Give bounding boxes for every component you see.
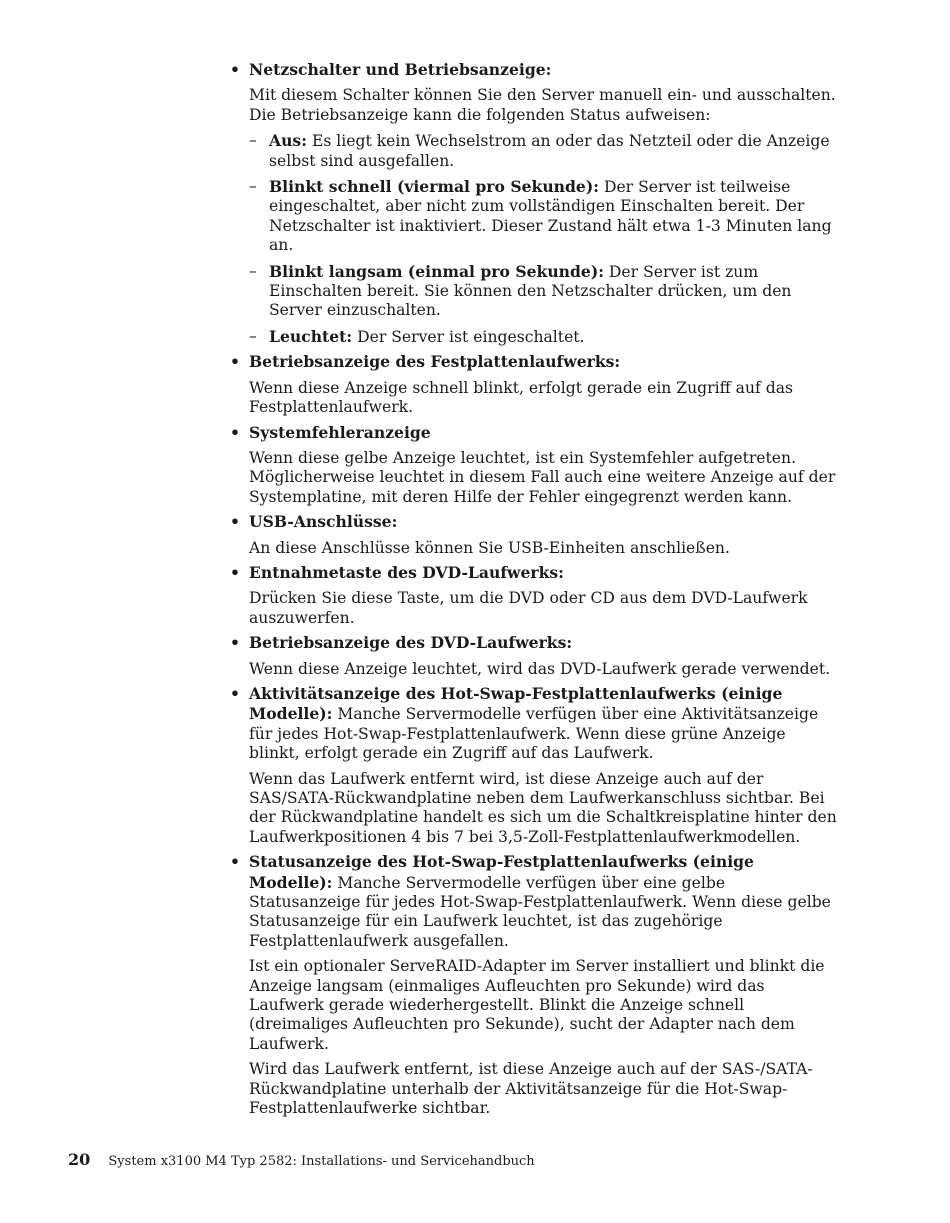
item-heading: Netzschalter und Betriebsanzeige: — [249, 60, 552, 79]
list-item — [230, 512, 840, 558]
item-inline-text: Manche Servermodelle verfügen über eine Aktivitätsanzeige für jedes Hot-Swap-Festplattenlaufwerk. Wenn diese grüne Anzeige blinkt, erfolgt gerade ein Zugriff auf das Laufwerk. — [249, 705, 819, 763]
paragraph: Wenn diese Anzeige schnell blinkt, erfolgt gerade ein Zugriff auf das Festplattenlaufwerk. — [249, 378, 793, 417]
document-body — [230, 60, 840, 1124]
bullet: • — [230, 512, 240, 532]
dash: – — [249, 261, 257, 280]
page-number: 20 — [68, 1150, 91, 1169]
item-heading: Entnahmetaste des DVD-Laufwerks: — [249, 562, 564, 582]
paragraph: An diese Anschlüsse können Sie USB-Einheiten anschließen. — [249, 538, 730, 557]
item-heading: Betriebsanzeige des DVD-Laufwerks: — [249, 633, 573, 653]
sub-item-heading: Blinkt schnell (viermal pro Sekunde): — [269, 177, 599, 197]
paragraph: Mit diesem Schalter können Sie den Server manuell ein- und ausschalten. Die Betriebsanzeige kann die folgenden Status aufweisen: — [249, 86, 836, 124]
item-heading: Aktivitätsanzeige des Hot-Swap-Festplattenlaufwerks (einige Modelle): — [249, 683, 783, 724]
item-heading: USB-Anschlüsse: — [249, 512, 398, 532]
item-heading: Statusanzeige des Hot-Swap-Festplattenlaufwerks (einige Modelle): — [249, 852, 754, 892]
paragraph: Wenn diese gelbe Anzeige leuchtet, ist ein Systemfehler aufgetreten. Möglicherweise leuchtet in diesem Fall auch eine weitere Anzeige auf der Systemplatine, mit deren Hilfe der Fehler eingegrenzt werden kann. — [249, 448, 836, 506]
paragraph: Drücken Sie diese Taste, um die DVD oder CD aus dem DVD-Laufwerk auszuwerfen. — [249, 589, 808, 627]
bullet: • — [230, 562, 240, 582]
sub-item-text: Der Server ist zum Einschalten bereit. Sie können den Netzschalter drücken, um den Server einzuschalten. — [269, 262, 792, 320]
bullet: • — [230, 352, 240, 372]
sub-item-text: Der Server ist eingeschaltet. — [352, 327, 585, 346]
sub-item-heading: Aus: — [269, 131, 307, 151]
list-item — [230, 633, 840, 679]
paragraph: Wird das Laufwerk entfernt, ist diese Anzeige auch auf der SAS-/SATA-Rückwandplatine unterhalb der Aktivitätsanzeige für die Hot-Swap-Festplattenlaufwerke sichtbar. — [249, 1060, 813, 1118]
dash: – — [249, 326, 257, 345]
sub-item — [249, 262, 840, 321]
list-item — [230, 852, 840, 1118]
item-inline-text: Manche Servermodelle verfügen über eine gelbe Statusanzeige für jedes Hot-Swap-Festplattenlaufwerk. Wenn diese gelbe Statusanzeige für ein Laufwerk leuchtet, ist das zugehörige Festplattenlaufwerk ausgefallen. — [249, 873, 831, 950]
paragraph: Wenn das Laufwerk entfernt wird, ist diese Anzeige auch auf der SAS/SATA-Rückwandplatine neben dem Laufwerkanschluss sichtbar. Bei der Rückwandplatine handelt es sich um die Schaltkreisplatine hinter den Laufwerkpositionen 4 bis 7 bei 3,5-Zoll-Festplattenlaufwerkmodellen. — [249, 769, 837, 846]
list-item — [230, 352, 840, 417]
sub-item — [249, 177, 840, 256]
bullet: • — [230, 422, 240, 442]
paragraph: Wenn diese Anzeige leuchtet, wird das DVD-Laufwerk gerade verwendet. — [249, 659, 831, 678]
paragraph: Ist ein optionaler ServeRAID-Adapter im Server installiert und blinkt die Anzeige langsam (einmaliges Aufleuchten pro Sekunde) wird das Laufwerk gerade wiederhergestellt. Blinkt die Anzeige schnell (dreimaliges Aufleuchten pro Sekunde), sucht der Adapter nach dem Laufwerk. — [249, 957, 825, 1053]
bullet: • — [230, 633, 240, 653]
list-item — [230, 60, 840, 347]
page-footer — [68, 1150, 535, 1169]
sub-item-heading: Leuchtet: — [269, 326, 353, 346]
bullet: • — [230, 60, 240, 79]
bullet: • — [230, 852, 240, 872]
bullet: • — [230, 683, 240, 703]
dash: – — [249, 177, 257, 196]
sub-item-heading: Blinkt langsam (einmal pro Sekunde): — [269, 261, 604, 281]
list-item — [230, 684, 840, 847]
sub-item-text: Es liegt kein Wechselstrom an oder das Netzteil oder die Anzeige selbst sind ausgefallen. — [269, 132, 830, 170]
sub-item-text: Der Server ist teilweise eingeschaltet, aber nicht zum vollständigen Einschalten bereit. Der Netzschalter ist inaktiviert. Dieser Zustand hält etwa 1-3 Minuten lang an. — [269, 178, 832, 255]
sub-item — [249, 131, 840, 171]
item-heading: Betriebsanzeige des Festplattenlaufwerks: — [249, 352, 621, 372]
list-item — [230, 563, 840, 628]
item-heading: Systemfehleranzeige — [249, 422, 431, 442]
list-item — [230, 423, 840, 508]
footer-title: System x3100 M4 Typ 2582: Installations- und Servicehandbuch — [108, 1154, 535, 1169]
dash: – — [249, 131, 257, 150]
sub-item — [249, 327, 840, 347]
